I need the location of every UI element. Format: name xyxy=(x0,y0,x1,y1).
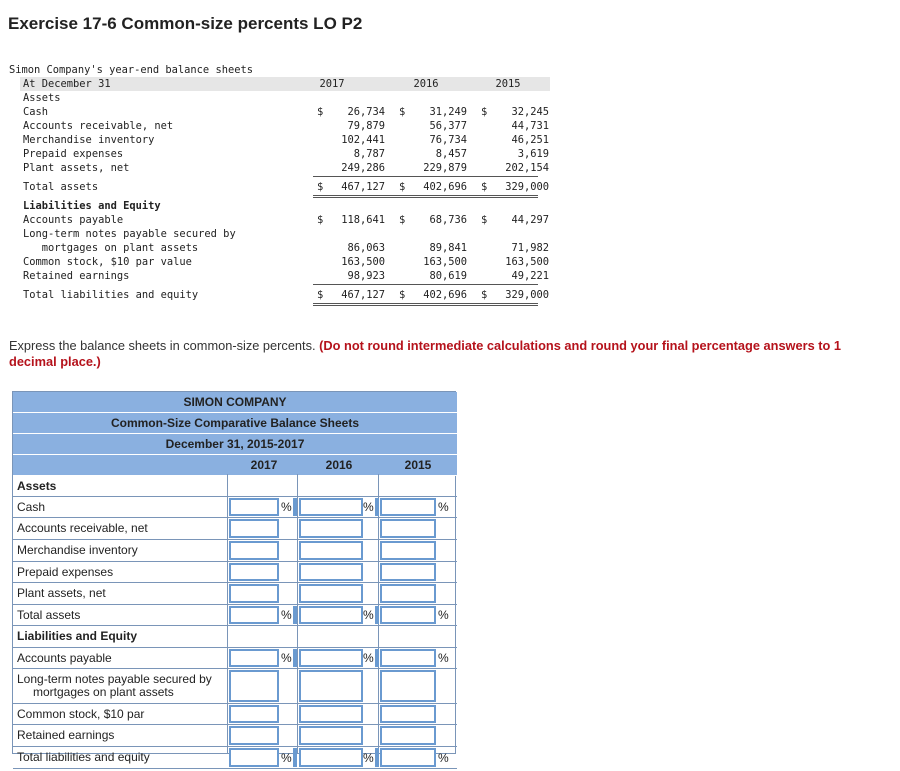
bs-row-retained-earnings xyxy=(20,269,550,283)
input-edge xyxy=(293,606,297,624)
value-2015: 329,000 xyxy=(505,181,549,193)
percent-sign: % xyxy=(363,500,374,514)
bs-row-common-stock xyxy=(20,255,550,269)
value-2016: 402,696 xyxy=(423,181,467,193)
dollar-sign: $ xyxy=(399,289,406,301)
dollar-sign: $ xyxy=(481,106,488,118)
input-total-assets-2016[interactable] xyxy=(299,606,363,624)
percent-sign: % xyxy=(281,500,292,514)
input-prepaid-expenses-2016[interactable] xyxy=(299,563,363,581)
cs-row-le-heading xyxy=(13,626,457,648)
value-2016: 89,841 xyxy=(429,242,467,254)
input-edge xyxy=(375,748,379,767)
input-long-term-notes-2016[interactable] xyxy=(299,670,363,702)
bs-row-cash xyxy=(20,105,550,119)
cs-row-total-assets xyxy=(13,605,457,626)
balance-sheet-header xyxy=(20,77,550,91)
dollar-sign: $ xyxy=(399,106,406,118)
value-2015: 44,297 xyxy=(511,214,549,226)
company-name: SIMON COMPANY xyxy=(183,395,287,409)
input-total-le-2017[interactable] xyxy=(229,748,279,767)
percent-sign: % xyxy=(438,500,449,514)
value-2016: 56,377 xyxy=(429,120,467,132)
statement-title xyxy=(13,413,457,434)
input-plant-assets-2017[interactable] xyxy=(229,584,279,603)
input-merchandise-inventory-2016[interactable] xyxy=(299,541,363,560)
input-long-term-notes-2017[interactable] xyxy=(229,670,279,702)
period: December 31, 2015-2017 xyxy=(165,437,305,451)
row-label: mortgages on plant assets xyxy=(23,242,199,254)
row-label: Long-term notes payable secured by xyxy=(23,228,236,240)
cs-row-label: Common stock, $10 par xyxy=(17,707,145,721)
input-prepaid-expenses-2017[interactable] xyxy=(229,563,279,581)
cs-row-accounts-receivable xyxy=(13,518,457,540)
value-2016: 68,736 xyxy=(429,214,467,226)
bs-row-ltn xyxy=(20,241,550,255)
row-label: Retained earnings xyxy=(23,270,130,282)
cs-row-label: Cash xyxy=(17,500,46,514)
year-2015: 2015 xyxy=(495,78,521,90)
value-2016: 163,500 xyxy=(423,256,467,268)
cs-row-label: Plant assets, net xyxy=(17,586,106,600)
dollar-sign: $ xyxy=(481,181,488,193)
cs-row-assets-heading xyxy=(13,476,457,497)
year-2016: 2016 xyxy=(413,78,439,90)
underline xyxy=(313,176,538,177)
percent-sign: % xyxy=(281,651,292,665)
cs-row-label: Liabilities and Equity xyxy=(17,629,138,643)
row-label: Cash xyxy=(23,106,49,118)
cs-row-label: Total liabilities and equity xyxy=(17,750,150,764)
cs-row-label: Prepaid expenses xyxy=(17,565,114,579)
instructions xyxy=(9,338,869,370)
year-header xyxy=(13,455,457,476)
input-edge xyxy=(375,649,379,667)
statement-subtitle: Common-Size Comparative Balance Sheets xyxy=(110,416,360,430)
input-edge xyxy=(293,748,297,767)
input-cash-2015[interactable] xyxy=(380,498,436,516)
value-2017: 467,127 xyxy=(341,289,385,301)
row-label: Prepaid expenses xyxy=(23,148,124,160)
cs-row-cash xyxy=(13,497,457,518)
percent-sign: % xyxy=(281,751,292,765)
company-header xyxy=(13,392,457,413)
cs-row-total-le xyxy=(13,747,457,769)
value-2015: 202,154 xyxy=(505,162,549,174)
row-label: Assets xyxy=(23,92,61,104)
underline xyxy=(313,284,538,285)
bs-row-total-le xyxy=(20,288,550,302)
value-2015: 3,619 xyxy=(517,148,549,160)
row-label: Accounts receivable, net xyxy=(23,120,174,132)
row-label: Plant assets, net xyxy=(23,162,130,174)
value-2017: 79,879 xyxy=(347,120,385,132)
cs-row-plant-assets xyxy=(13,583,457,605)
input-retained-earnings-2016[interactable] xyxy=(299,726,363,745)
period-header xyxy=(13,434,457,455)
input-edge xyxy=(375,606,379,624)
common-size-worksheet xyxy=(12,391,456,765)
value-2016: 80,619 xyxy=(429,270,467,282)
cs-year-2017: 2017 xyxy=(250,458,278,472)
bs-row-plant xyxy=(20,161,550,175)
cs-row-label: Merchandise inventory xyxy=(17,543,138,557)
cs-row-label: Total assets xyxy=(17,608,81,622)
row-label: Liabilities and Equity xyxy=(23,200,161,212)
balance-sheet-caption: Simon Company's year-end balance sheets xyxy=(9,64,253,76)
input-edge xyxy=(293,649,297,667)
dollar-sign: $ xyxy=(317,181,324,193)
percent-sign: % xyxy=(438,651,449,665)
row-label: Merchandise inventory xyxy=(23,134,155,146)
percent-sign: % xyxy=(281,608,292,622)
input-cash-2016[interactable] xyxy=(299,498,363,516)
cs-row-label-line2: mortgages on plant assets xyxy=(33,685,174,699)
input-retained-earnings-2017[interactable] xyxy=(229,726,279,745)
cs-year-2015: 2015 xyxy=(404,458,432,472)
percent-sign: % xyxy=(438,751,449,765)
cs-row-common-stock xyxy=(13,704,457,725)
input-accounts-payable-2015[interactable] xyxy=(380,649,436,667)
cs-row-long-term-notes xyxy=(13,669,457,704)
bs-row-inventory xyxy=(20,133,550,147)
cs-row-label: Assets xyxy=(17,479,57,493)
value-2017: 467,127 xyxy=(341,181,385,193)
double-underline xyxy=(313,195,538,196)
bs-row-assets-heading xyxy=(20,91,550,105)
dollar-sign: $ xyxy=(317,289,324,301)
input-retained-earnings-2015[interactable] xyxy=(380,726,436,745)
input-common-stock-2016[interactable] xyxy=(299,705,363,723)
header-label: At December 31 xyxy=(23,78,111,90)
percent-sign: % xyxy=(363,651,374,665)
cs-row-label: Retained earnings xyxy=(17,728,115,742)
year-2017: 2017 xyxy=(319,78,345,90)
exercise-title: Exercise 17-6 Common-size percents LO P2 xyxy=(8,14,363,33)
input-accounts-receivable-2015[interactable] xyxy=(380,519,436,538)
row-label: Total assets xyxy=(23,181,99,193)
cs-year-2016: 2016 xyxy=(325,458,353,472)
value-2015: 44,731 xyxy=(511,120,549,132)
cs-row-prepaid-expenses xyxy=(13,562,457,583)
input-edge xyxy=(293,498,297,516)
value-2017: 118,641 xyxy=(341,214,385,226)
value-2016: 8,457 xyxy=(435,148,467,160)
input-plant-assets-2015[interactable] xyxy=(380,584,436,603)
bs-row-prepaid xyxy=(20,147,550,161)
value-2016: 229,879 xyxy=(423,162,467,174)
input-cash-2017[interactable] xyxy=(229,498,279,516)
cs-row-label: Accounts receivable, net xyxy=(17,521,148,535)
dollar-sign: $ xyxy=(399,181,406,193)
percent-sign: % xyxy=(363,751,374,765)
input-accounts-payable-2016[interactable] xyxy=(299,649,363,667)
cs-row-label: Accounts payable xyxy=(17,651,112,665)
input-common-stock-2017[interactable] xyxy=(229,705,279,723)
value-2017: 249,286 xyxy=(341,162,385,174)
dollar-sign: $ xyxy=(317,214,324,226)
input-total-le-2016[interactable] xyxy=(299,748,363,767)
row-label: Common stock, $10 par value xyxy=(23,256,192,268)
bs-row-ar xyxy=(20,119,550,133)
input-accounts-receivable-2017[interactable] xyxy=(229,519,279,538)
value-2015: 163,500 xyxy=(505,256,549,268)
percent-sign: % xyxy=(438,608,449,622)
value-2017: 26,734 xyxy=(347,106,385,118)
row-label: Accounts payable xyxy=(23,214,124,226)
cs-row-accounts-payable xyxy=(13,648,457,669)
double-underline xyxy=(313,303,538,304)
input-plant-assets-2016[interactable] xyxy=(299,584,363,603)
input-edge xyxy=(375,498,379,516)
bs-row-ap xyxy=(20,213,550,227)
bs-row-le-heading xyxy=(20,199,550,213)
value-2015: 71,982 xyxy=(511,242,549,254)
cs-row-retained-earnings xyxy=(13,725,457,747)
dollar-sign: $ xyxy=(317,106,324,118)
input-common-stock-2015[interactable] xyxy=(380,705,436,723)
bs-row-ltn-line1 xyxy=(20,227,550,241)
value-2015: 32,245 xyxy=(511,106,549,118)
bs-row-total-assets xyxy=(20,180,550,194)
row-label: Total liabilities and equity xyxy=(23,289,199,301)
double-underline xyxy=(313,197,538,198)
percent-sign: % xyxy=(363,608,374,622)
dollar-sign: $ xyxy=(399,214,406,226)
input-total-le-2015[interactable] xyxy=(380,748,436,767)
value-2017: 102,441 xyxy=(341,134,385,146)
input-total-assets-2015[interactable] xyxy=(380,606,436,624)
cs-row-merchandise-inventory xyxy=(13,540,457,562)
input-prepaid-expenses-2015[interactable] xyxy=(380,563,436,581)
input-accounts-receivable-2016[interactable] xyxy=(299,519,363,538)
dollar-sign: $ xyxy=(481,289,488,301)
instructions-emphasis: (Do not round intermediate calculations and round your final percentage answers to 1 decimal place.) xyxy=(9,338,842,369)
value-2016: 76,734 xyxy=(429,134,467,146)
value-2015: 329,000 xyxy=(505,289,549,301)
input-accounts-payable-2017[interactable] xyxy=(229,649,279,667)
input-merchandise-inventory-2017[interactable] xyxy=(229,541,279,560)
dollar-sign: $ xyxy=(481,214,488,226)
value-2015: 46,251 xyxy=(511,134,549,146)
instructions-text: Express the balance sheets in common-size percents. xyxy=(9,338,320,353)
value-2016: 31,249 xyxy=(429,106,467,118)
value-2017: 98,923 xyxy=(347,270,385,282)
value-2017: 86,063 xyxy=(347,242,385,254)
double-underline xyxy=(313,305,538,306)
cs-row-label: Long-term notes payable secured by xyxy=(17,672,212,686)
value-2017: 163,500 xyxy=(341,256,385,268)
input-total-assets-2017[interactable] xyxy=(229,606,279,624)
value-2015: 49,221 xyxy=(511,270,549,282)
input-long-term-notes-2015[interactable] xyxy=(380,670,436,702)
value-2016: 402,696 xyxy=(423,289,467,301)
input-merchandise-inventory-2015[interactable] xyxy=(380,541,436,560)
value-2017: 8,787 xyxy=(353,148,385,160)
